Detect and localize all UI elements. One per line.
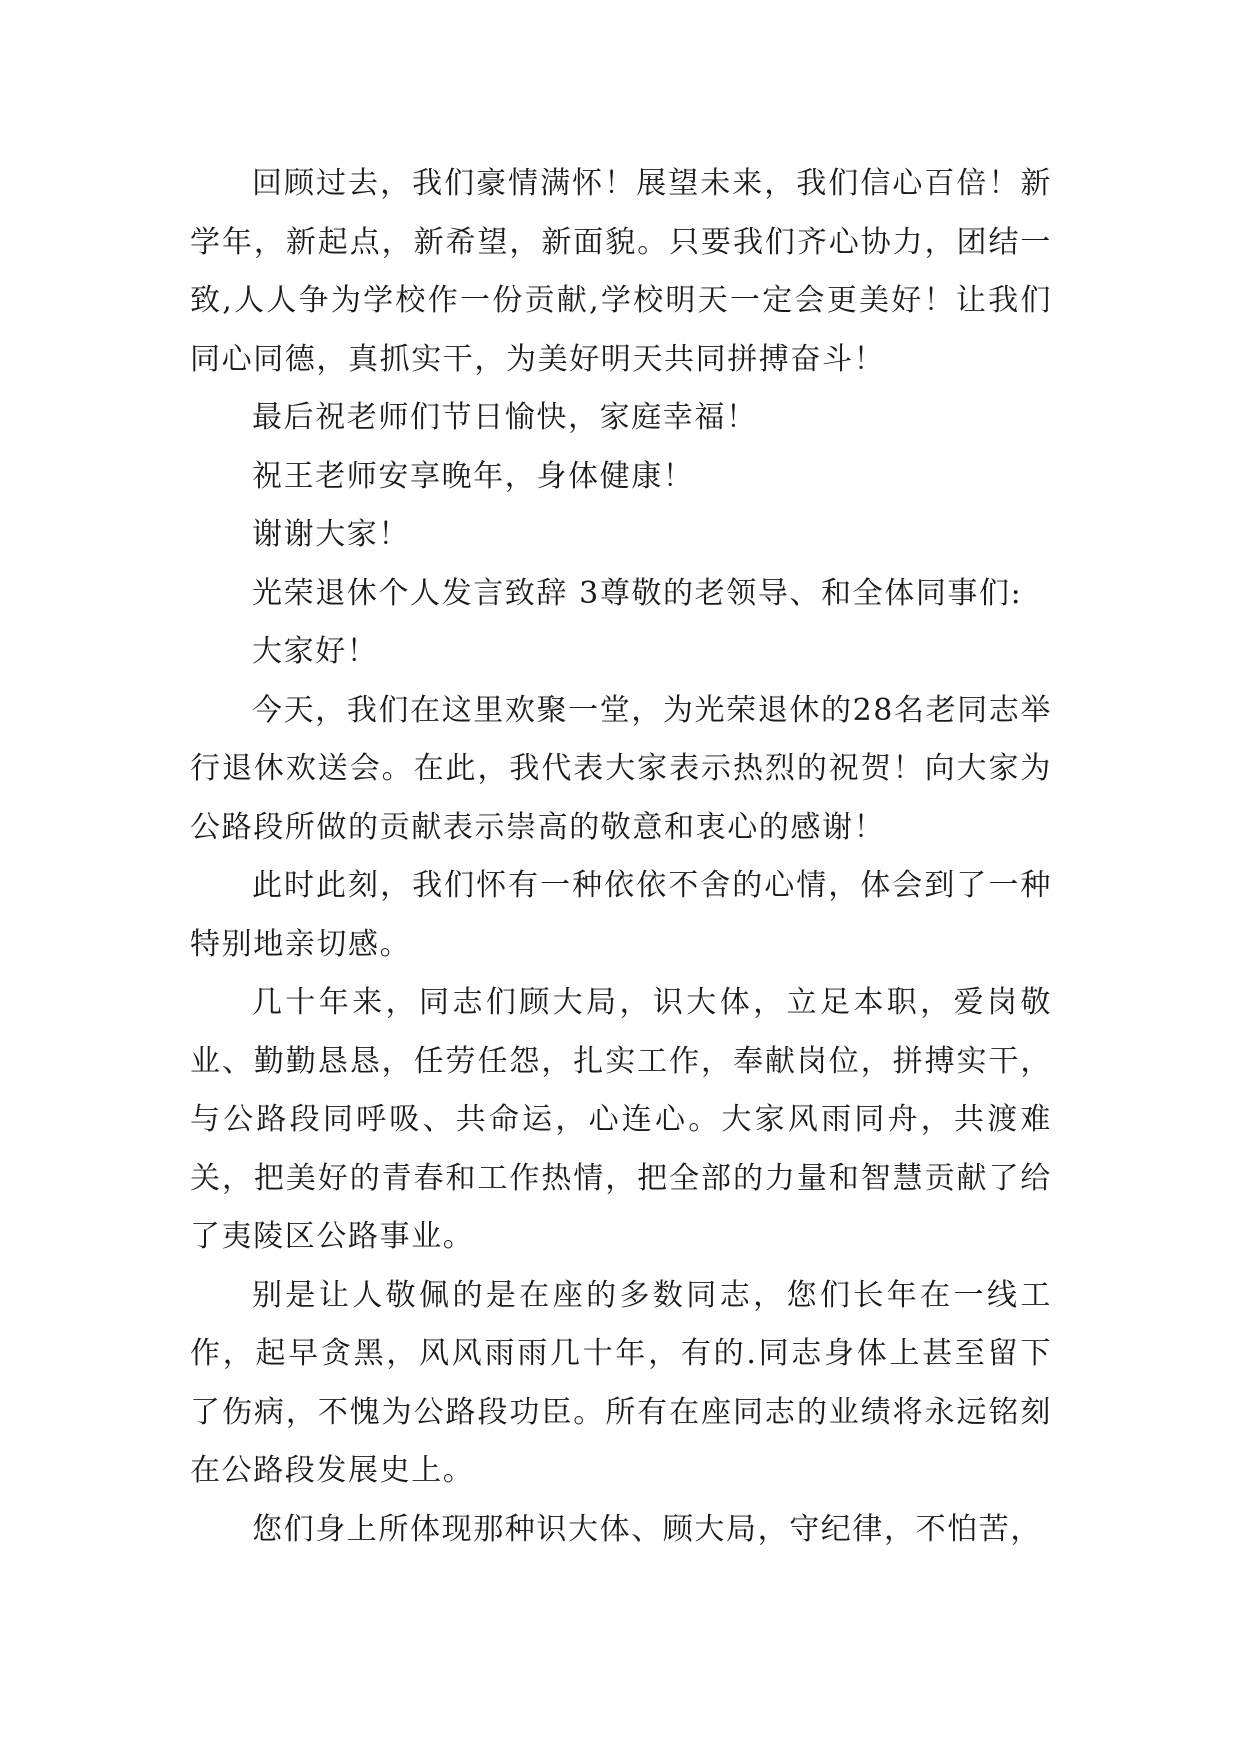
paragraph-holiday-wishes: 最后祝老师们节日愉快，家庭幸福！ bbox=[252, 400, 758, 435]
paragraph-speech-title: 光荣退休个人发言致辞 3尊敬的老领导、和全体同事们: bbox=[252, 575, 1023, 611]
paragraph-respected-colleagues: 别是让人敬佩的是在座的多数同志，您们长年在一线工作，起早贪黑，风风雨雨几十年，有的.同志身体上甚至留下了伤病，不愧为公路段功臣。所有在座同志的业绩将永远铭刻在公路段发展史上。 bbox=[190, 1277, 1052, 1488]
paragraph-reluctant-feeling: 此时此刻，我们怀有一种依依不舍的心情，体会到了一种特别地亲切感。 bbox=[190, 868, 1052, 962]
paragraph-decades-dedication: 几十年来，同志们顾大局，识大体，立足本职，爱岗敬业、勤勤恳恳，任劳任怨，扎实工作，奉献岗位，拼搏实干，与公路段同呼吸、共命运，心连心。大家风雨同舟，共渡难关，把美好的青春和工作热情，把全部的力量和智慧贡献了给了夷陵区公路事业。 bbox=[190, 985, 1052, 1254]
paragraph-spirit: 您们身上所体现那种识大体、顾大局，守纪律，不怕苦， bbox=[252, 1511, 1042, 1547]
paragraph-greeting: 大家好！ bbox=[252, 634, 379, 669]
paragraph-thanks: 谢谢大家！ bbox=[252, 517, 410, 552]
document-body bbox=[190, 155, 1052, 1559]
paragraph-farewell-meeting: 今天，我们在这里欢聚一堂，为光荣退休的28名老同志举行退休欢送会。在此，我代表大家表示热烈的祝贺！向大家为公路段所做的贡献表示崇高的敬意和衷心的感谢！ bbox=[190, 692, 1052, 845]
paragraph-retirement-wishes: 祝王老师安享晚年，身体健康！ bbox=[252, 458, 695, 494]
paragraph-review-past: 回顾过去，我们豪情满怀！展望未来，我们信心百倍！新学年，新起点，新希望，新面貌。只要我们齐心协力，团结一致,人人争为学校作一份贡献,学校明天一定会更美好！让我们同心同德，真抓实干，为美好明天共同拼搏奋斗！ bbox=[190, 166, 1052, 377]
